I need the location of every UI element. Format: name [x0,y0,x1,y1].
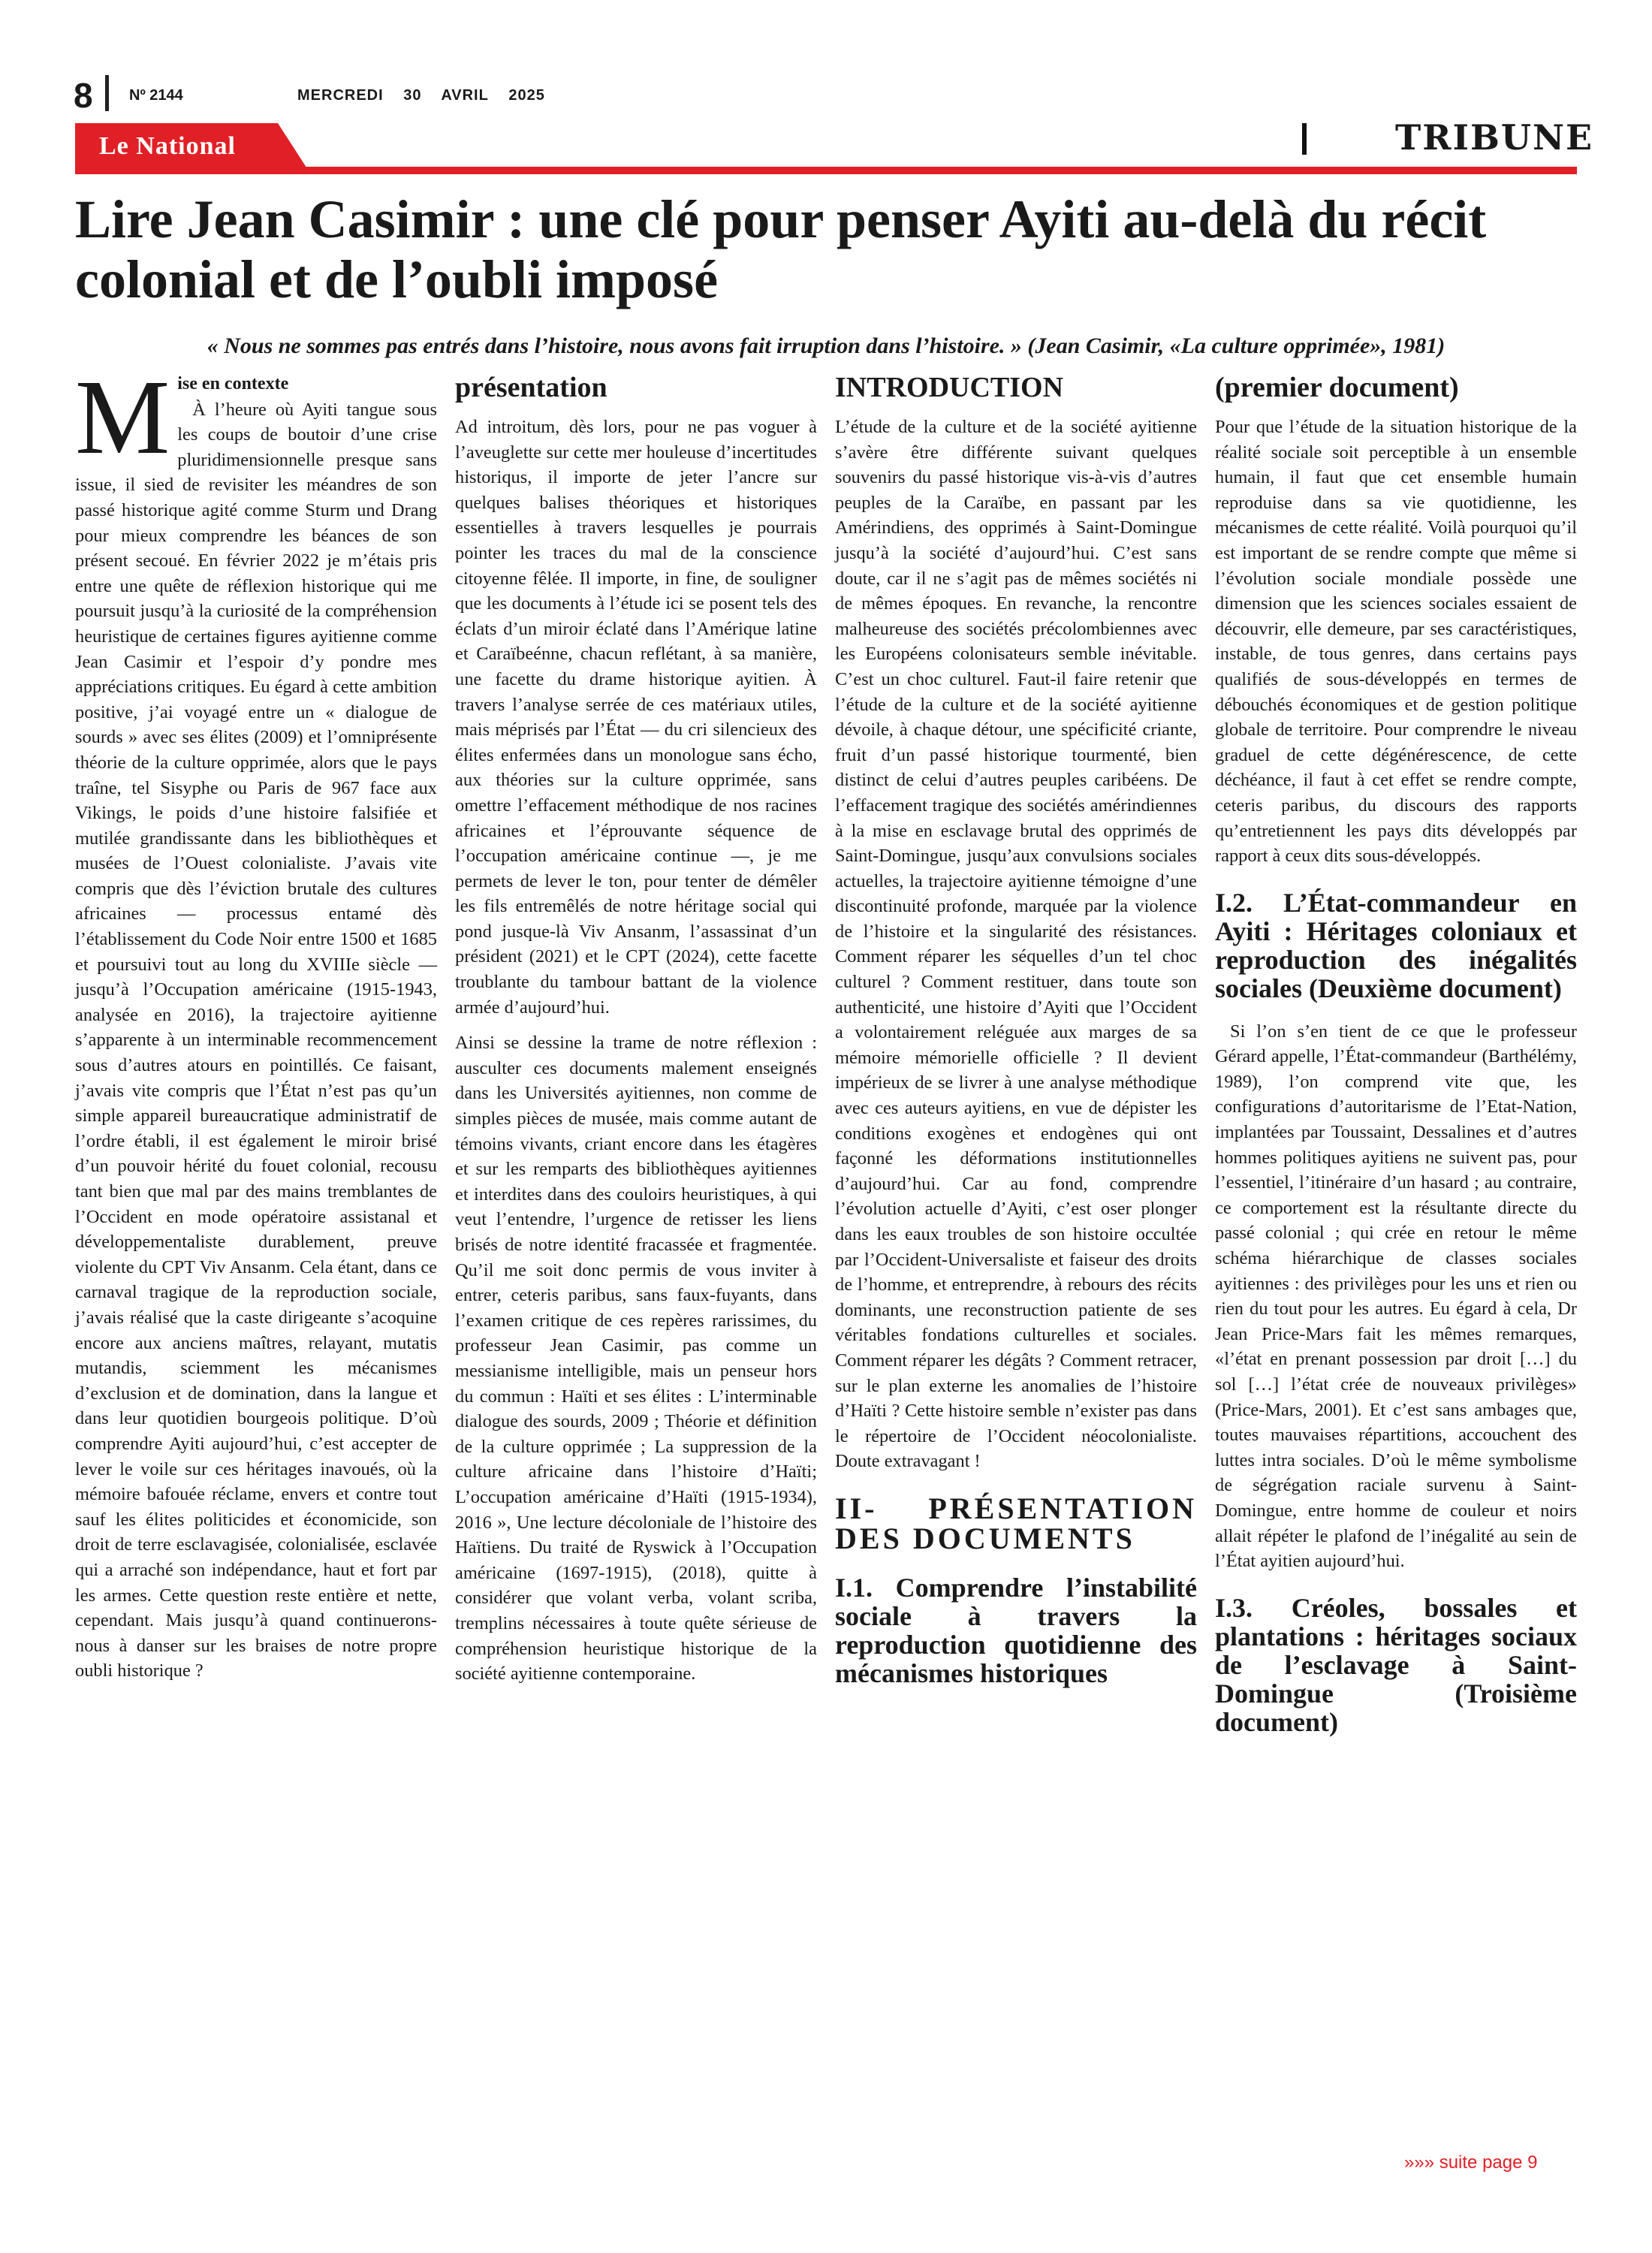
paragraph: Ad introitum, dès lors, pour ne pas voguer à l’aveuglette sur cette mer houleuse d’incertitudes historiqus, il importe de jeter l’ancre sur quelques balises théoriques et historiques essentielles à travers lesquelles je pourrais pointer les traces du mal de la conscience citoyenne fêlée. Il importe, in fine, de souligner que les documents à l’étude ici se posent tels des éclats d’un miroir éclaté dans l’Amérique latine et Caraïbeénne, chacun reflétant, à sa manière, une facette du drame historique ayitien. À travers l’analyse serrée de ces matériaux utiles, mais méprisés par l’État — du cri silencieux des élites enfermées dans un monologue sans écho, aux théories sur la culture opprimée, sans omettre l’effacement méthodique de nos racines africaines et l’éprouvante séquence de l’occupation américaine continue —, je me permets de lever le ton, pour tenter de démêler les fils entremêlés de notre héritage social qui pond jusque-là Viv Ansanm, l’assassinat d’un président (2021) et le CPT (2024), cette facette troublante du tambour battant de la violence armée d’aujourd’hui. [455,417,817,1018]
paragraph: Si l’on s’en tient de ce que le professeur Gérard appelle, l’État-commandeur (Barthélémy, 1989), l’on comprend vite que, les configurations d’autoritarisme de l’Etat-Nation, implantées par Toussaint, Dessalines et d’autres hommes politiques ayitiens ne suivent pas, pour l’essentiel, l’itinéraire d’un hasard ; au contraire, ce comportement est la résultante directe du passé colonial ; qui crée en retour le même schéma hiérarchique de classes sociales ayitiennes : des privilèges pour les uns et rien ou rien du tout pour les autres. Eu égard à cela, Dr Jean Price-Mars fait les mêmes remarques, «l’état en prenant possession par droit […] du sol […] l’état crée de nouveaux privilèges» (Price-Mars, 2001). Et c’est sans ambages que, toutes mauvaises répartitions, accouchent des luttes intra sociales. D’où le même symbolisme de ségrégation raciale survenu à Saint-Domingue, entre homme de couleur et noirs allait répéter le plafond de l’inégalité au sein de l’État ayitien aujourd’hui. [1215,1021,1577,1572]
column-2 [455,371,817,1687]
header-rule [75,167,1577,174]
section-divider [1302,123,1307,155]
column-heading: (premier document) [1215,372,1459,403]
section-subheading: II- PRÉSENTATION DES DOCUMENTS [835,1491,1197,1555]
date-month: AVRIL [441,87,489,104]
column-heading: présentation [455,372,607,403]
page-number-divider [105,75,109,111]
issue-number: Nº 2144 [129,87,183,104]
continued-link[interactable]: »»» suite page 9 [1404,2152,1538,2173]
section-subheading: I.1. Comprendre l’instabilité sociale à travers la reproduction quotidienne des mécanismes historiques [835,1572,1197,1688]
section-subheading: I.3. Créoles, bossales et plantations : héritages sociaux de l’esclavage à Saint-Domingue (Troisième document) [1215,1592,1577,1737]
paragraph: L’étude de la culture et de la société ayitienne s’avère être différente suivant quelques souvenirs du passé historique vis-à-vis d’autres peuples de la Caraïbe, en passant par les Amérindiens, des opprimés à Saint-Domingue jusqu’à la société d’aujourd’hui. C’est sans doute, car il ne s’agit pas de mêmes sociétés ni de mêmes époques. En revanche, la rencontre malheureuse des sociétés précolombiennes avec les Européens colonisateurs semble inévitable. C’est un choc culturel. Faut-il faire retenir que l’étude de la culture et de la société ayitienne dévoile, à chaque détour, une spécificité criante, fruit d’un passé historique tourmenté, bien distinct de celui d’autres peuples caribéens. De l’effacement tragique des sociétés amérindiennes à la mise en esclavage brutal des opprimés de Saint-Domingue, jusqu’aux convulsions sociales actuelles, la trajectoire ayitienne témoigne d’une discontinuité profonde, marquée par la violence de l’histoire et la singularité des résistances. Comment réparer les séquelles d’un tel choc culturel ? Comment restituer, dans toute son authenticité, une histoire d’Ayiti que l’Occident a volontairement reléguée aux marges de sa mémoire mémorielle officielle ? Il devient impérieux de se livrer à une analyse méthodique avec ces auteurs ayitiens, en vue de dépister les conditions exogènes et endogènes qui ont façonné les déformations institutionnelles d’aujourd’hui. Car au fond, comprendre l’évolution actuelle d’Ayiti, c’est oser plonger dans les eaux troubles de son histoire occultée par l’Occident-Universaliste et faiseur des droits de l’homme, et entreprendre, à rebours des récits dominants, une reconstruction patiente de ses véritables fondations culturelles et sociales. Comment réparer les dégâts ? Comment retracer, sur le plan externe les anomalies de l’histoire d’Haïti ? Cette histoire semble n’exister pas dans le répertoire de l’Occident néocolonialiste. Doute extravagant ! [835,417,1197,1472]
page-number: 8 [74,76,93,115]
column-3 [835,371,1197,1704]
date-weekday: MERCREDI [297,87,384,104]
masthead-logo: Le National [99,132,236,160]
paragraph: À l’heure où Ayiti tangue sous les coups de boutoir d’une crise pluridimensionnelle presque sans issue, il sied de revisiter les méandres de son passé historique agité comme Sturm und Drang pour mieux comprendre les béances de son présent secoué. En février 2022 je m’étais pris entre une quête de réflexion historique qui me poursuit jusqu’à la curiosité de la compréhension heuristique de certaines figures ayitienne comme Jean Casimir et l’espoir d’y pondre mes appréciations critiques. Eu égard à cette ambition positive, j’ai voyagé entre un « dialogue de sourds » avec ses élites (2009) et l’omniprésente théorie de la culture opprimée, alors que le pays traîne, tel Sisyphe ou Paris de 967 face aux Vikings, le poids d’une histoire falsifiée et mutilée grandissante dans les bibliothèques et musées de l’Ouest colonialiste. J’avais vite compris que dès l’éviction brutale des cultures africaines — processus entamé dès l’établissement du Code Noir entre 1500 et 1685 et poursuivi tout au long du XVIIIe siècle — jusqu’à l’Occupation américaine (1915-1943, analysée en 2016), la trajectoire ayitienne s’apparente à un interminable recommencement sous d’autres atours en pointillés. Ce faisant, j’avais vite compris que l’État n’est pas qu’un simple appareil bureaucratique administratif de l’ordre établi, il est également le miroir brisé d’un pouvoir hérité du fouet colonial, recousu tant bien que mal par des mains tremblantes de l’Occident en mode opératoire assistanal et développementaliste durablement, preuve violente du CPT Viv Ansanm. Cela étant, dans ce carnaval tragique de la reproduction sociale, j’avais réalisé que la caste dirigeante s’acoquine encore aux anciens maîtres, relayant, mutatis mutandis, sciemment les mécanismes d’exclusion et de domination, dans la langue et dans leur quotidien bourgeois politique. D’où comprendre Ayiti aujourd’hui, c’est accepter de lever le voile sur ces héritages inavoués, où la mémoire bafouée réclame, envers et contre tout sauf les élites politicides et économicide, son droit de terre esclavagisée, colonialisée, esclavée qui a arraché son indépendance, haut et fort par les armes. Cette question reste entière et nette, cependant. Mais jusqu’à quand continuerons-nous à danser sur les braises de notre propre oubli historique ? [75,399,437,1681]
column-1 [75,357,437,1684]
lead-words: ise en contexte [177,374,289,394]
paragraph: Ainsi se dessine la trame de notre réflexion : ausculter ces documents malement enseignés dans les Universités ayitiennes, non comme de simples pièces de musée, mais comme autant de témoins vivants, criant encore dans les étagères et sur les remparts des bibliothèques ayitiennes et interdites dans des couloirs heuristiques, à qui veut l’entendre, l’urgence de retisser les liens brisés de notre identité fracassée et fragmentée. Qu’il me soit donc permis de vous inviter à entrer, ceteris paribus, sans faux-fuyants, dans l’examen critique de ces repères rarissimes, du professeur Jean Casimir, pas comme un messianisme intelligible, mais un penseur hors du commun : Haïti et ses élites : L’interminable dialogue des sourds, 2009 ; Théorie et définition de la culture opprimée ; La suppression de la culture africaine dans l’histoire d’Haïti; L’occupation américaine d’Haïti (1915-1934), 2016 », Une lecture décoloniale de l’histoire des Haïtiens. Du traité de Ryswick à l’Occupation américaine (1697-1915), (2018), quitte à considérer que volant verba, volant scriba, tremplins nécessaires à toute quête sérieuse de compréhension heuristique historique de la société ayitienne contemporaine. [455,1033,817,1684]
section-subheading: I.2. L’État-commandeur en Ayiti : Héritages coloniaux et reproduction des inégalités sociales (Deuxième document) [1215,887,1577,1003]
publication-date [297,87,560,104]
date-day: 30 [403,87,422,104]
section-label: TRIBUNE [1395,117,1594,158]
column-heading: INTRODUCTION [835,372,1064,403]
article-title: Lire Jean Casimir : une clé pour penser Ayiti au-delà du récit colonial et de l’oubli imposé [75,189,1487,309]
column-4 [1215,371,1577,1753]
paragraph: Pour que l’étude de la situation historique de la réalité sociale soit perceptible à un ensemble humain, il faut que cet ensemble humain reproduise dans sa vie quotidienne, les mécanismes de cette réalité. Voilà pourquoi qu’il est important de se rendre compte que même si l’évolution sociale mondiale possède une dimension que les sciences sociales essaient de découvrir, elle demeure, par ses caractéristiques, instable, de tous genres, dans certains pays qualifiés de sous-développés en termes de débouchés économiques et de gestion politique globale de territoire. Pour comprendre le niveau graduel de cette dégénérescence, de cette déchéance, il faut à cet effet se rendre compte, ceteris paribus, du discours des rapports qu’entretiennent les pays dits développés par rapport à ceux dits sous-développés. [1215,417,1577,867]
date-year: 2025 [508,87,545,104]
drop-cap: M [75,357,170,476]
article-epigraph: « Nous ne sommes pas entrés dans l’histoire, nous avons fait irruption dans l’histoire. » (Jean Casimir, «La culture opprimée», 1981) [206,333,1446,358]
